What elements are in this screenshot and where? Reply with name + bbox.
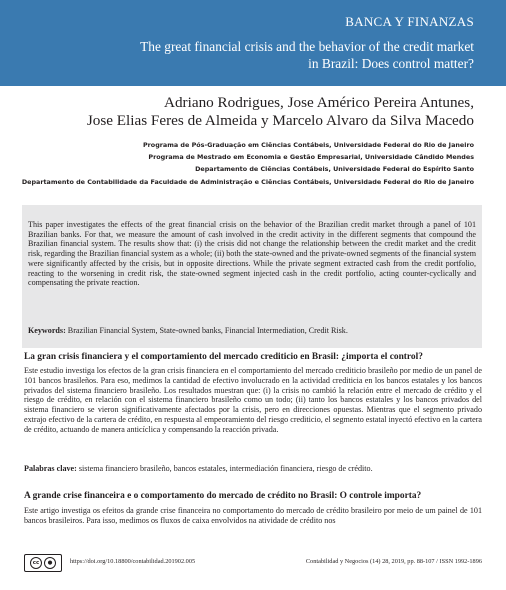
keywords-label: Keywords: [28, 326, 66, 335]
affiliation-4: Departamento de Contabilidade da Faculdade de Administração e Ciências Contábeis, Universidade Federal do Rio de Janeiro [21, 177, 474, 186]
authors [4, 94, 474, 130]
affiliation-1: Programa de Pós-Graduação em Ciências Contábeis, Universidade Federal do Rio de Janeiro [142, 141, 474, 149]
portuguese-heading: A grande crise financeira e o comportamento do mercado de crédito no Brasil: O controle importa? [24, 491, 422, 501]
portuguese-abstract: Este artigo investiga os efeitos da grande crise financeira no comportamento do mercado de crédito brasileiro por meio de um painel de 101 bancos brasileiros. Para isso, medimos os fluxos de caixa envolvidos na atividade de crédito nos [24, 506, 482, 525]
affiliations [22, 139, 474, 188]
section-label: BANCA Y FINANZAS [345, 14, 474, 29]
abstract-text: This paper investigates the effects of the great financial crisis on the behavior of the Brazilian credit market through a panel of 101 Brazilian banks. For that, we measure the amount of cash involved in the credit activity in the different segments that compound the Brazilian financial system. The results show that: (i) the crisis did not change the relationship between the credit market and the credit risk, regarding the Brazilian financial system as a whole; (ii) both the state-owned and the private-owned segments of the financial system were significantly affected by the crisis, but in opposite directions. While the private segment extracted cash from the credit portfolio, reacting to the worsening in credit risk, the state-owned segment injected cash in the credit portfolio, acting counter-cyclically and compensating the private reaction. [28, 220, 476, 288]
keywords-value: Brazilian Financial System, State-owned banks, Financial Intermediation, Credit Risk. [67, 326, 348, 335]
title-line-1: The great financial crisis and the behavior of the credit market [140, 39, 474, 54]
article-title [44, 38, 474, 72]
authors-line-1: Adriano Rodrigues, Jose Américo Pereira Antunes, [163, 94, 474, 111]
palabras-clave-label: Palabras clave: [24, 464, 77, 473]
affiliation-3: Departamento de Ciências Contábeis, Universidade Federal do Espírito Santo [195, 165, 474, 174]
spanish-heading: La gran crisis financiera y el comportamiento del mercado crediticio en Brasil: ¿importa el control? [24, 352, 423, 362]
header-banner [0, 0, 506, 86]
doi-link[interactable]: https://doi.org/10.18800/contabilidad.201902.005 [70, 558, 196, 565]
authors-line-2: Jose Elias Feres de Almeida y Marcelo Alvaro da Silva Macedo [86, 112, 474, 129]
spanish-abstract: Este estudio investiga los efectos de la gran crisis financiera en el comportamiento del mercado crediticio brasileño por medio de un panel de 101 bancos brasileños. Para eso, medimos la cantidad de efectivo involucrado en la actividad crediticia en los bancos estatales y los bancos privados del sistema financiero brasileño. Los resultados muestran que: (i) la crisis no cambió la relación entre el mercado de crédito y el riesgo de crédito, en relación con el sistema financiero brasileño como un todo; (ii) tanto los bancos estatales y los bancos privados del sistema financiero se vieron significativamente afectados por la crisis, pero en direcciones opuestas. Mientras que el segmento privado extrajo efectivo de la cartera de crédito, en respuesta al empeoramiento del riesgo crediticio, el segmento estatal inyectó efectivo en la cartera de crédito, actuando de manera anticíclica y compensando la reacción privada. [24, 366, 482, 434]
affiliation-2: Programa de Mestrado em Economia e Gestão Empresarial, Universidade Cândido Mendes [148, 153, 474, 162]
spanish-keywords [24, 464, 482, 474]
palabras-clave-value: sistema financiero brasileño, bancos estatales, intermediación financiera, riesgo de crédito. [78, 464, 373, 473]
title-line-2: in Brazil: Does control matter? [308, 56, 474, 71]
by-icon: ● [44, 557, 56, 569]
journal-citation: Contabilidad y Negocios (14) 28, 2019, pp. 88-107 / ISSN 1992-1896 [305, 558, 482, 565]
creative-commons-badge [24, 554, 62, 572]
cc-icon: cc [30, 557, 42, 569]
abstract-keywords [28, 326, 476, 336]
